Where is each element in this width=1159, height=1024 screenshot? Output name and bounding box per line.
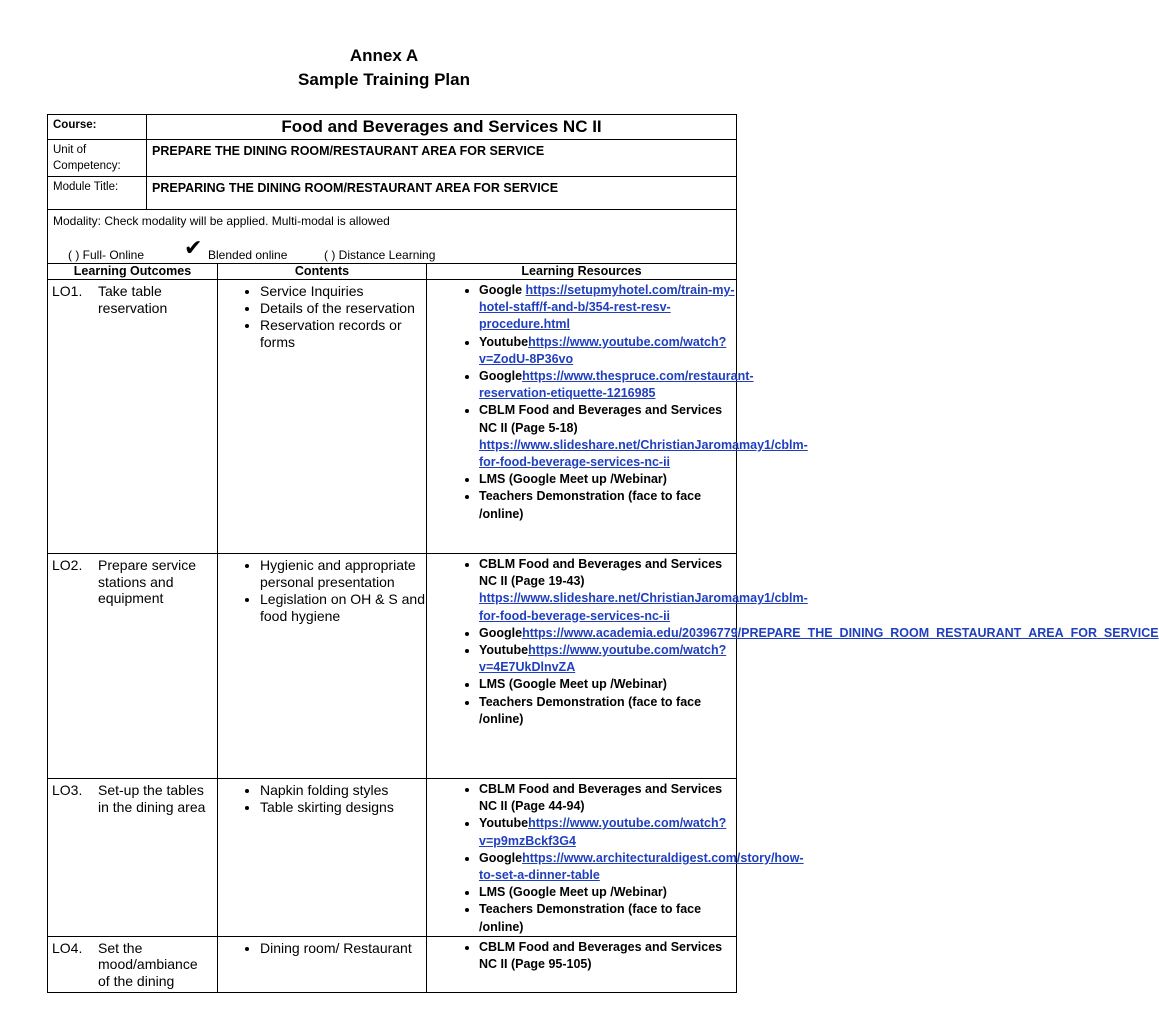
resource-link[interactable]: https://www.slideshare.net/ChristianJaromamay1/cblm-for-food-beverage-services-nc-ii bbox=[479, 591, 808, 623]
content-item: • Napkin folding styles bbox=[260, 782, 426, 799]
resource-item bbox=[479, 556, 808, 625]
course-value: Food and Beverages and Services NC II bbox=[147, 115, 737, 140]
learning-outcome bbox=[48, 779, 218, 937]
resource-label: LMS (Google Meet up /Webinar) bbox=[479, 677, 667, 692]
resource-label: CBLM Food and Beverages and Services NC II (Page 95-105) bbox=[479, 939, 723, 972]
resource-item bbox=[479, 901, 736, 935]
outcome-number: LO3. bbox=[52, 782, 83, 798]
resource-item bbox=[479, 781, 736, 815]
module-label: Module Title: bbox=[48, 177, 147, 210]
outcome-number: LO2. bbox=[52, 557, 83, 573]
header-contents: Contents bbox=[218, 264, 427, 280]
modality-text: Modality: Check modality will be applied. Multi-modal is allowed bbox=[53, 214, 390, 228]
option-full-online[interactable]: ( ) Full- Online bbox=[68, 248, 145, 262]
resource-label: Youtube bbox=[479, 643, 529, 658]
table-row bbox=[48, 554, 737, 779]
resource-item bbox=[479, 368, 754, 402]
learning-outcome bbox=[48, 280, 218, 554]
table-row bbox=[48, 280, 737, 554]
resource-item bbox=[479, 694, 736, 728]
resource-label: CBLM Food and Beverages and Services NC II (Page 19-43) bbox=[479, 557, 723, 589]
resource-item bbox=[479, 676, 736, 693]
resource-link[interactable]: https://setupmyhotel.com/train-my-hotel-staff/f-and-b/354-rest-resv-procedure.html bbox=[479, 283, 735, 332]
resource-item bbox=[479, 282, 736, 334]
learning-outcome bbox=[48, 936, 218, 993]
content-item: • Table skirting designs bbox=[260, 799, 426, 816]
resource-label: Google bbox=[479, 850, 523, 865]
resources-cell bbox=[427, 936, 737, 993]
page-title: Sample Training Plan bbox=[298, 70, 470, 89]
resource-link[interactable]: https://www.thespruce.com/restaurant-reservation-etiquette-1216985 bbox=[479, 369, 754, 401]
resources-cell bbox=[427, 779, 804, 937]
resource-label: Google bbox=[479, 283, 526, 297]
resource-item bbox=[479, 471, 736, 488]
table-row bbox=[48, 936, 737, 993]
resource-label: Google bbox=[479, 369, 523, 384]
resource-label: LMS (Google Meet up /Webinar) bbox=[479, 472, 667, 487]
option-blended-online[interactable] bbox=[184, 235, 324, 263]
resource-link[interactable]: https://www.youtube.com/watch?v=p9mzBckf3G4 bbox=[479, 816, 727, 848]
resources-cell bbox=[427, 554, 1159, 779]
outcome-text: Prepare service stations and equipment bbox=[98, 557, 197, 606]
resource-link[interactable]: https://www.architecturaldigest.com/story/how-to-set-a-dinner-table bbox=[479, 850, 804, 883]
outcome-text: Set-up the tables in the dining area bbox=[98, 782, 206, 815]
resource-label: Youtube bbox=[479, 334, 529, 349]
resource-item bbox=[479, 642, 736, 676]
annex-label: Annex A bbox=[349, 46, 419, 65]
header-learning-resources: Learning Resources bbox=[427, 264, 737, 280]
outcome-text: Set the mood/ambiance of the dining bbox=[98, 939, 198, 989]
outcome-number: LO1. bbox=[52, 283, 83, 299]
option-blended-label: Blended online bbox=[208, 248, 288, 262]
training-plan-table bbox=[47, 114, 1159, 993]
content-item: • Service Inquiries bbox=[260, 283, 426, 300]
contents-cell bbox=[218, 779, 427, 937]
outcome-text: Take table reservation bbox=[98, 283, 168, 316]
resource-label: Teachers Demonstration (face to face /online) bbox=[479, 489, 702, 521]
content-item: • Details of the reservation bbox=[260, 300, 426, 317]
option-distance-learning[interactable]: ( ) Distance Learning bbox=[324, 248, 436, 262]
resource-item bbox=[479, 334, 736, 368]
resource-label: Teachers Demonstration (face to face /online) bbox=[479, 902, 702, 934]
resource-item bbox=[479, 488, 736, 522]
header-learning-outcomes: Learning Outcomes bbox=[48, 264, 218, 280]
contents-cell bbox=[218, 554, 427, 779]
resource-item bbox=[479, 402, 808, 471]
resource-label: Teachers Demonstration (face to face /online) bbox=[479, 694, 702, 726]
content-item: • Reservation records or forms bbox=[260, 317, 426, 351]
content-item: • Dining room/ Restaurant bbox=[260, 940, 426, 957]
resource-label: CBLM Food and Beverages and Services NC II (Page 5-18) bbox=[479, 403, 723, 435]
table-row bbox=[48, 779, 737, 937]
resource-item bbox=[479, 625, 1159, 642]
content-item: • Hygienic and appropriate personal presentation bbox=[260, 557, 426, 591]
resource-label: Youtube bbox=[479, 816, 529, 831]
content-item: • Legislation on OH & S and food hygiene bbox=[260, 591, 426, 625]
resource-item bbox=[479, 815, 736, 849]
course-label: Course: bbox=[48, 115, 147, 140]
resource-link[interactable]: https://www.slideshare.net/ChristianJaromamay1/cblm-for-food-beverage-services-nc-ii bbox=[479, 437, 808, 470]
resource-item bbox=[479, 850, 804, 884]
resource-link[interactable]: https://www.youtube.com/watch?v=4E7UkDlnvZA bbox=[479, 643, 727, 675]
resource-link[interactable]: https://www.youtube.com/watch?v=ZodU-8P36vo bbox=[479, 334, 727, 366]
contents-cell bbox=[218, 280, 427, 554]
resource-link[interactable]: https://www.academia.edu/20396779/PREPARE_THE_DINING_ROOM_RESTAURANT_AREA_FOR_SERVICE bbox=[522, 625, 1159, 640]
contents-cell bbox=[218, 936, 427, 993]
modality-options bbox=[53, 235, 731, 263]
resources-cell bbox=[427, 280, 808, 554]
module-value: PREPARING THE DINING ROOM/RESTAURANT AREA FOR SERVICE bbox=[147, 177, 737, 210]
unit-value: PREPARE THE DINING ROOM/RESTAURANT AREA FOR SERVICE bbox=[147, 140, 737, 177]
resource-item bbox=[479, 884, 736, 901]
resource-label: LMS (Google Meet up /Webinar) bbox=[479, 885, 667, 900]
resource-label: CBLM Food and Beverages and Services NC II (Page 44-94) bbox=[479, 782, 723, 814]
checkmark-icon: ✔ bbox=[184, 235, 203, 260]
resource-item bbox=[479, 939, 736, 973]
modality-cell bbox=[48, 210, 737, 264]
resource-label: Google bbox=[479, 625, 523, 640]
learning-outcome bbox=[48, 554, 218, 779]
unit-label: Unit of Competency: bbox=[48, 140, 147, 177]
outcome-number: LO4. bbox=[52, 939, 83, 956]
